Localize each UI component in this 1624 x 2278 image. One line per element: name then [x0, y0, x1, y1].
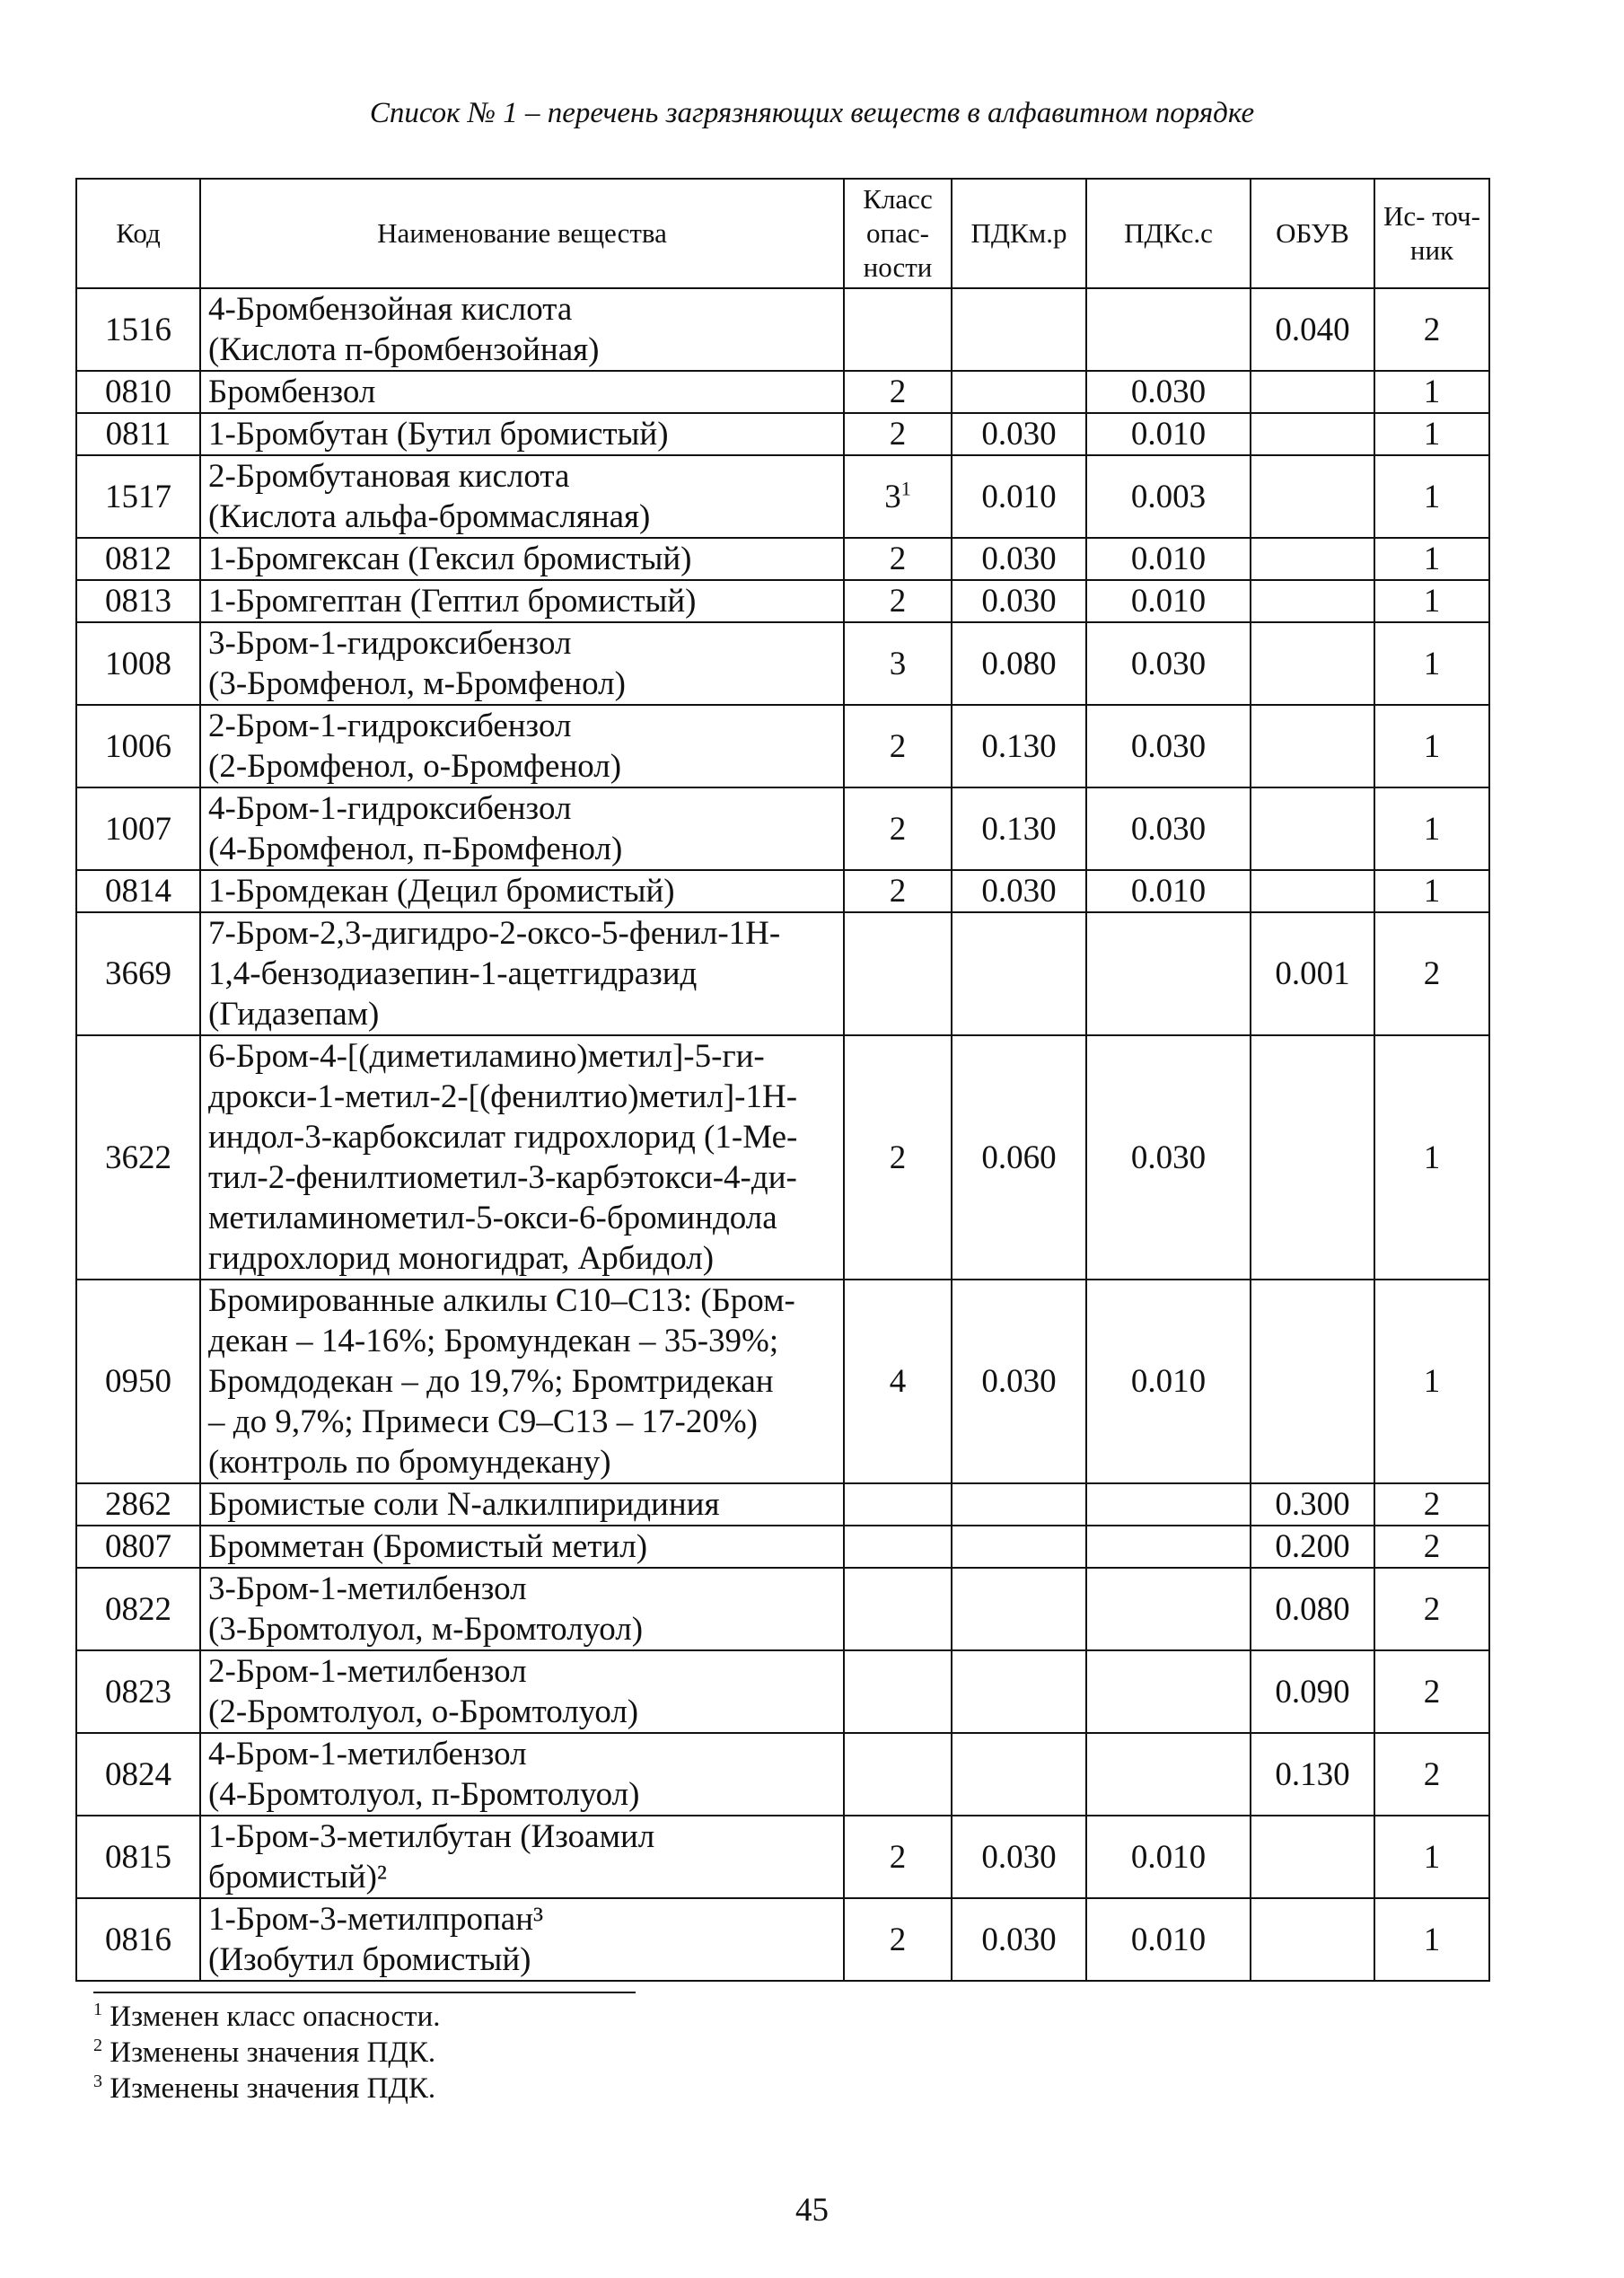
cell-name	[200, 371, 844, 413]
cell-source: 2	[1374, 912, 1489, 1035]
cell-pdk-mr: 0.080	[952, 622, 1086, 705]
cell-name-line: декан – 14-16%; Бромундекан – 35-39%;	[208, 1323, 779, 1359]
cell-obuv	[1251, 580, 1374, 622]
cell-pdk-mr: 0.130	[952, 787, 1086, 870]
cell-name-line: – до 9,7%; Примеси C9–C13 – 17-20%)	[208, 1403, 758, 1440]
table-row	[76, 288, 1489, 371]
cell-code: 3669	[76, 912, 200, 1035]
header-hazard-class: Класс опас- ности	[844, 179, 952, 288]
cell-name	[200, 912, 844, 1035]
cell-name	[200, 1898, 844, 1981]
cell-name-line: 4-Бромбензойная кислота	[208, 291, 573, 328]
cell-pdk-mr: 0.030	[952, 580, 1086, 622]
footnote-mark: 1	[93, 2000, 102, 2019]
hazard-class-value: 2	[889, 583, 907, 620]
cell-pdk-ss	[1086, 288, 1251, 371]
cell-name-line: метиламинометил-5-окси-6-броминдола	[208, 1200, 777, 1236]
cell-pdk-ss: 0.010	[1086, 580, 1251, 622]
hazard-class-value: 2	[889, 1139, 907, 1176]
cell-name-line: Бромметан (Бромистый метил)	[208, 1528, 648, 1565]
page-number: 45	[795, 2192, 829, 2229]
hazard-class-value: 4	[889, 1363, 907, 1400]
footnote-mark: 3	[93, 2071, 102, 2091]
hazard-class-value: 2	[889, 1921, 907, 1958]
cell-name	[200, 787, 844, 870]
cell-hazard-class	[844, 580, 952, 622]
hazard-class-value: 2	[889, 416, 907, 453]
cell-name	[200, 580, 844, 622]
cell-hazard-class	[844, 870, 952, 912]
cell-hazard-class	[844, 288, 952, 371]
cell-code: 0822	[76, 1568, 200, 1650]
cell-hazard-class	[844, 1898, 952, 1981]
footnote-divider	[93, 1992, 636, 1993]
cell-obuv	[1251, 371, 1374, 413]
cell-name-line: (Кислота альфа-броммасляная)	[208, 498, 651, 535]
cell-obuv	[1251, 622, 1374, 705]
table-row	[76, 1568, 1489, 1650]
cell-pdk-mr: 0.030	[952, 413, 1086, 455]
cell-name	[200, 870, 844, 912]
cell-source: 1	[1374, 870, 1489, 912]
cell-pdk-ss: 0.010	[1086, 538, 1251, 580]
cell-pdk-mr: 0.030	[952, 1898, 1086, 1981]
cell-obuv: 0.040	[1251, 288, 1374, 371]
cell-pdk-ss: 0.010	[1086, 870, 1251, 912]
cell-name-line: 7-Бром-2,3-дигидро-2-оксо-5-фенил-1Н-	[208, 915, 781, 952]
cell-name-line: 1,4-бензодиазепин-1-ацетгидразид	[208, 955, 698, 992]
cell-name-line: 3-Бром-1-метилбензол	[208, 1570, 527, 1607]
cell-name-line: (3-Бромтолуол, м-Бромтолуол)	[208, 1611, 644, 1648]
cell-code: 0815	[76, 1816, 200, 1898]
cell-hazard-class	[844, 1733, 952, 1816]
cell-name	[200, 1568, 844, 1650]
cell-pdk-mr: 0.030	[952, 870, 1086, 912]
header-pdk-ss: ПДКс.с	[1086, 179, 1251, 288]
cell-obuv	[1251, 705, 1374, 787]
footnote-text: Изменены значения ПДК.	[110, 2072, 436, 2105]
cell-pdk-ss: 0.010	[1086, 1280, 1251, 1483]
cell-name	[200, 1650, 844, 1733]
cell-source: 1	[1374, 787, 1489, 870]
cell-name	[200, 1816, 844, 1898]
footnotes	[93, 1999, 441, 2106]
cell-obuv: 0.130	[1251, 1733, 1374, 1816]
cell-obuv	[1251, 870, 1374, 912]
cell-code: 1516	[76, 288, 200, 371]
cell-obuv: 0.090	[1251, 1650, 1374, 1733]
cell-name	[200, 622, 844, 705]
cell-name-line: (Гидазепам)	[208, 996, 380, 1033]
cell-name-line: 6-Бром-4-[(диметиламино)метил]-5-ги-	[208, 1038, 765, 1075]
cell-name-line: (4-Бромтолуол, п-Бромтолуол)	[208, 1776, 640, 1813]
cell-code: 0810	[76, 371, 200, 413]
cell-pdk-ss: 0.030	[1086, 1035, 1251, 1280]
cell-name-line: (3-Бромфенол, м-Бромфенол)	[208, 665, 626, 702]
table-row	[76, 870, 1489, 912]
cell-name-line: тил-2-фенилтиометил-3-карбэтокси-4-ди-	[208, 1159, 797, 1196]
hazard-class-value: 3	[884, 478, 901, 515]
cell-name-line: (контроль по бромундекану)	[208, 1444, 611, 1481]
cell-pdk-mr: 0.010	[952, 455, 1086, 538]
cell-pdk-mr	[952, 1733, 1086, 1816]
cell-source: 1	[1374, 1816, 1489, 1898]
cell-obuv	[1251, 1280, 1374, 1483]
table-row	[76, 622, 1489, 705]
cell-hazard-class	[844, 538, 952, 580]
cell-code: 1008	[76, 622, 200, 705]
cell-source: 2	[1374, 1650, 1489, 1733]
cell-source: 2	[1374, 1568, 1489, 1650]
table-row	[76, 705, 1489, 787]
cell-code: 2862	[76, 1483, 200, 1526]
cell-code: 0814	[76, 870, 200, 912]
cell-hazard-class	[844, 787, 952, 870]
hazard-class-value: 2	[889, 727, 907, 765]
cell-obuv	[1251, 538, 1374, 580]
footnote-mark: 2	[93, 2036, 102, 2055]
cell-hazard-class	[844, 622, 952, 705]
cell-name	[200, 705, 844, 787]
cell-source: 1	[1374, 705, 1489, 787]
cell-pdk-mr	[952, 288, 1086, 371]
cell-pdk-ss	[1086, 1650, 1251, 1733]
cell-source: 1	[1374, 455, 1489, 538]
cell-name	[200, 1035, 844, 1280]
hazard-class-value: 2	[889, 541, 907, 577]
table-row	[76, 580, 1489, 622]
cell-name-line: (Кислота п-бромбензойная)	[208, 331, 600, 368]
footnote-text: Изменены значения ПДК.	[110, 2036, 436, 2069]
cell-pdk-ss: 0.030	[1086, 622, 1251, 705]
table-row	[76, 1035, 1489, 1280]
cell-code: 0823	[76, 1650, 200, 1733]
cell-pdk-mr: 0.130	[952, 705, 1086, 787]
cell-pdk-ss: 0.010	[1086, 1816, 1251, 1898]
cell-obuv: 0.300	[1251, 1483, 1374, 1526]
cell-hazard-class	[844, 1483, 952, 1526]
cell-name-line: Бромированные алкилы C10–C13: (Бром-	[208, 1282, 795, 1319]
cell-obuv: 0.080	[1251, 1568, 1374, 1650]
cell-hazard-class	[844, 1816, 952, 1898]
cell-hazard-class	[844, 1650, 952, 1733]
cell-name-line: 1-Бромгексан (Гексил бромистый)	[208, 541, 692, 577]
cell-name	[200, 288, 844, 371]
cell-name-line: 2-Бромбутановая кислота	[208, 458, 570, 495]
cell-name	[200, 1526, 844, 1568]
footnote	[93, 2071, 441, 2106]
cell-pdk-ss: 0.030	[1086, 371, 1251, 413]
cell-name-line: (4-Бромфенол, п-Бромфенол)	[208, 831, 623, 867]
cell-source: 1	[1374, 622, 1489, 705]
cell-name	[200, 1483, 844, 1526]
cell-name-line: дрокси-1-метил-2-[(фенилтио)метил]-1Н-	[208, 1078, 798, 1115]
header-source: Ис- точ- ник	[1374, 179, 1489, 288]
cell-source: 1	[1374, 1280, 1489, 1483]
hazard-class-value: 2	[889, 1838, 907, 1876]
cell-hazard-class	[844, 1526, 952, 1568]
cell-source: 1	[1374, 1898, 1489, 1981]
cell-hazard-class	[844, 912, 952, 1035]
table-row	[76, 1898, 1489, 1981]
cell-code: 0811	[76, 413, 200, 455]
cell-code: 1007	[76, 787, 200, 870]
hazard-class-value: 3	[889, 645, 907, 682]
cell-obuv	[1251, 455, 1374, 538]
cell-obuv: 0.001	[1251, 912, 1374, 1035]
cell-source: 1	[1374, 538, 1489, 580]
cell-pdk-ss	[1086, 1568, 1251, 1650]
cell-obuv	[1251, 787, 1374, 870]
cell-code: 0807	[76, 1526, 200, 1568]
cell-name-line: 2-Бром-1-гидроксибензол	[208, 708, 572, 744]
cell-hazard-class	[844, 1568, 952, 1650]
hazard-class-value: 2	[889, 873, 907, 910]
cell-pdk-mr: 0.030	[952, 538, 1086, 580]
cell-source: 2	[1374, 1526, 1489, 1568]
cell-obuv	[1251, 1035, 1374, 1280]
header-obuv: ОБУВ	[1251, 179, 1374, 288]
cell-name-line: (Изобутил бромистый)	[208, 1941, 531, 1978]
cell-pdk-ss: 0.030	[1086, 705, 1251, 787]
table-row	[76, 1526, 1489, 1568]
cell-hazard-class	[844, 371, 952, 413]
page-title: Список № 1 – перечень загрязняющих веществ в алфавитном порядке	[369, 97, 1255, 129]
cell-name-line: Бромистые соли N-алкилпиридиния	[208, 1486, 720, 1523]
cell-name	[200, 538, 844, 580]
cell-pdk-ss	[1086, 1483, 1251, 1526]
table-row	[76, 538, 1489, 580]
footnote-text: Изменен класс опасности.	[110, 2001, 441, 2033]
cell-name-line: 1-Бром-3-метилпропан³	[208, 1901, 544, 1938]
cell-hazard-class	[844, 455, 952, 538]
cell-pdk-mr	[952, 1483, 1086, 1526]
cell-hazard-class	[844, 1035, 952, 1280]
cell-obuv	[1251, 413, 1374, 455]
header-code: Код	[76, 179, 200, 288]
substances-table	[75, 178, 1490, 1982]
cell-name-line: 1-Бромбутан (Бутил бромистый)	[208, 416, 669, 453]
cell-pdk-ss	[1086, 1733, 1251, 1816]
cell-code: 0950	[76, 1280, 200, 1483]
cell-name-line: гидрохлорид моногидрат, Арбидол)	[208, 1240, 715, 1277]
cell-pdk-ss: 0.003	[1086, 455, 1251, 538]
cell-source: 2	[1374, 1483, 1489, 1526]
cell-name	[200, 1280, 844, 1483]
cell-pdk-ss	[1086, 912, 1251, 1035]
cell-code: 0824	[76, 1733, 200, 1816]
cell-pdk-ss	[1086, 1526, 1251, 1568]
cell-code: 0812	[76, 538, 200, 580]
table-row	[76, 1816, 1489, 1898]
cell-code: 0816	[76, 1898, 200, 1981]
cell-name-line: 3-Бром-1-гидроксибензол	[208, 625, 572, 662]
cell-hazard-class	[844, 705, 952, 787]
cell-name-line: (2-Бромтолуол, о-Бромтолуол)	[208, 1693, 639, 1730]
header-name: Наименование вещества	[200, 179, 844, 288]
cell-source: 2	[1374, 288, 1489, 371]
hazard-class-value: 2	[889, 374, 907, 410]
cell-name	[200, 1733, 844, 1816]
cell-code: 1517	[76, 455, 200, 538]
footnote	[93, 2035, 441, 2071]
table-row	[76, 912, 1489, 1035]
cell-source: 1	[1374, 413, 1489, 455]
cell-pdk-ss: 0.010	[1086, 413, 1251, 455]
table-row	[76, 1733, 1489, 1816]
cell-pdk-mr	[952, 1526, 1086, 1568]
footnote-mark: 1	[900, 477, 911, 500]
table-row	[76, 371, 1489, 413]
cell-code: 1006	[76, 705, 200, 787]
cell-pdk-mr: 0.060	[952, 1035, 1086, 1280]
cell-name-line: Бромдодекан – до 19,7%; Бромтридекан	[208, 1363, 774, 1400]
cell-pdk-ss: 0.030	[1086, 787, 1251, 870]
cell-name-line: Бромбензол	[208, 374, 376, 410]
cell-name-line: (2-Бромфенол, о-Бромфенол)	[208, 748, 622, 785]
cell-name	[200, 413, 844, 455]
cell-hazard-class	[844, 1280, 952, 1483]
cell-name-line: 1-Бромгептан (Гептил бромистый)	[208, 583, 697, 620]
cell-source: 2	[1374, 1733, 1489, 1816]
cell-source: 1	[1374, 580, 1489, 622]
table-row	[76, 455, 1489, 538]
cell-source: 1	[1374, 371, 1489, 413]
table-row	[76, 413, 1489, 455]
cell-name-line: 4-Бром-1-гидроксибензол	[208, 790, 572, 827]
cell-pdk-mr	[952, 371, 1086, 413]
table-row	[76, 1483, 1489, 1526]
cell-hazard-class	[844, 413, 952, 455]
cell-obuv: 0.200	[1251, 1526, 1374, 1568]
cell-obuv	[1251, 1898, 1374, 1981]
table-row	[76, 1650, 1489, 1733]
cell-code: 3622	[76, 1035, 200, 1280]
cell-code: 0813	[76, 580, 200, 622]
cell-pdk-mr	[952, 1568, 1086, 1650]
footnote	[93, 1999, 441, 2035]
table-row	[76, 1280, 1489, 1483]
cell-name-line: 1-Бромдекан (Децил бромистый)	[208, 873, 675, 910]
table-header-row	[76, 179, 1489, 288]
cell-pdk-ss: 0.010	[1086, 1898, 1251, 1981]
cell-pdk-mr	[952, 912, 1086, 1035]
cell-name-line: 4-Бром-1-метилбензол	[208, 1736, 527, 1772]
cell-name-line: 1-Бром-3-метилбутан (Изоамил бромистый)²	[208, 1818, 655, 1895]
cell-name	[200, 455, 844, 538]
cell-name-line: индол-3-карбоксилат гидрохлорид (1-Ме-	[208, 1119, 798, 1156]
cell-pdk-mr: 0.030	[952, 1280, 1086, 1483]
hazard-class-value: 2	[889, 810, 907, 848]
cell-obuv	[1251, 1816, 1374, 1898]
cell-pdk-mr: 0.030	[952, 1816, 1086, 1898]
table-row	[76, 787, 1489, 870]
cell-source: 1	[1374, 1035, 1489, 1280]
header-pdk-mr: ПДКм.р	[952, 179, 1086, 288]
cell-pdk-mr	[952, 1650, 1086, 1733]
cell-name-line: 2-Бром-1-метилбензол	[208, 1653, 527, 1690]
